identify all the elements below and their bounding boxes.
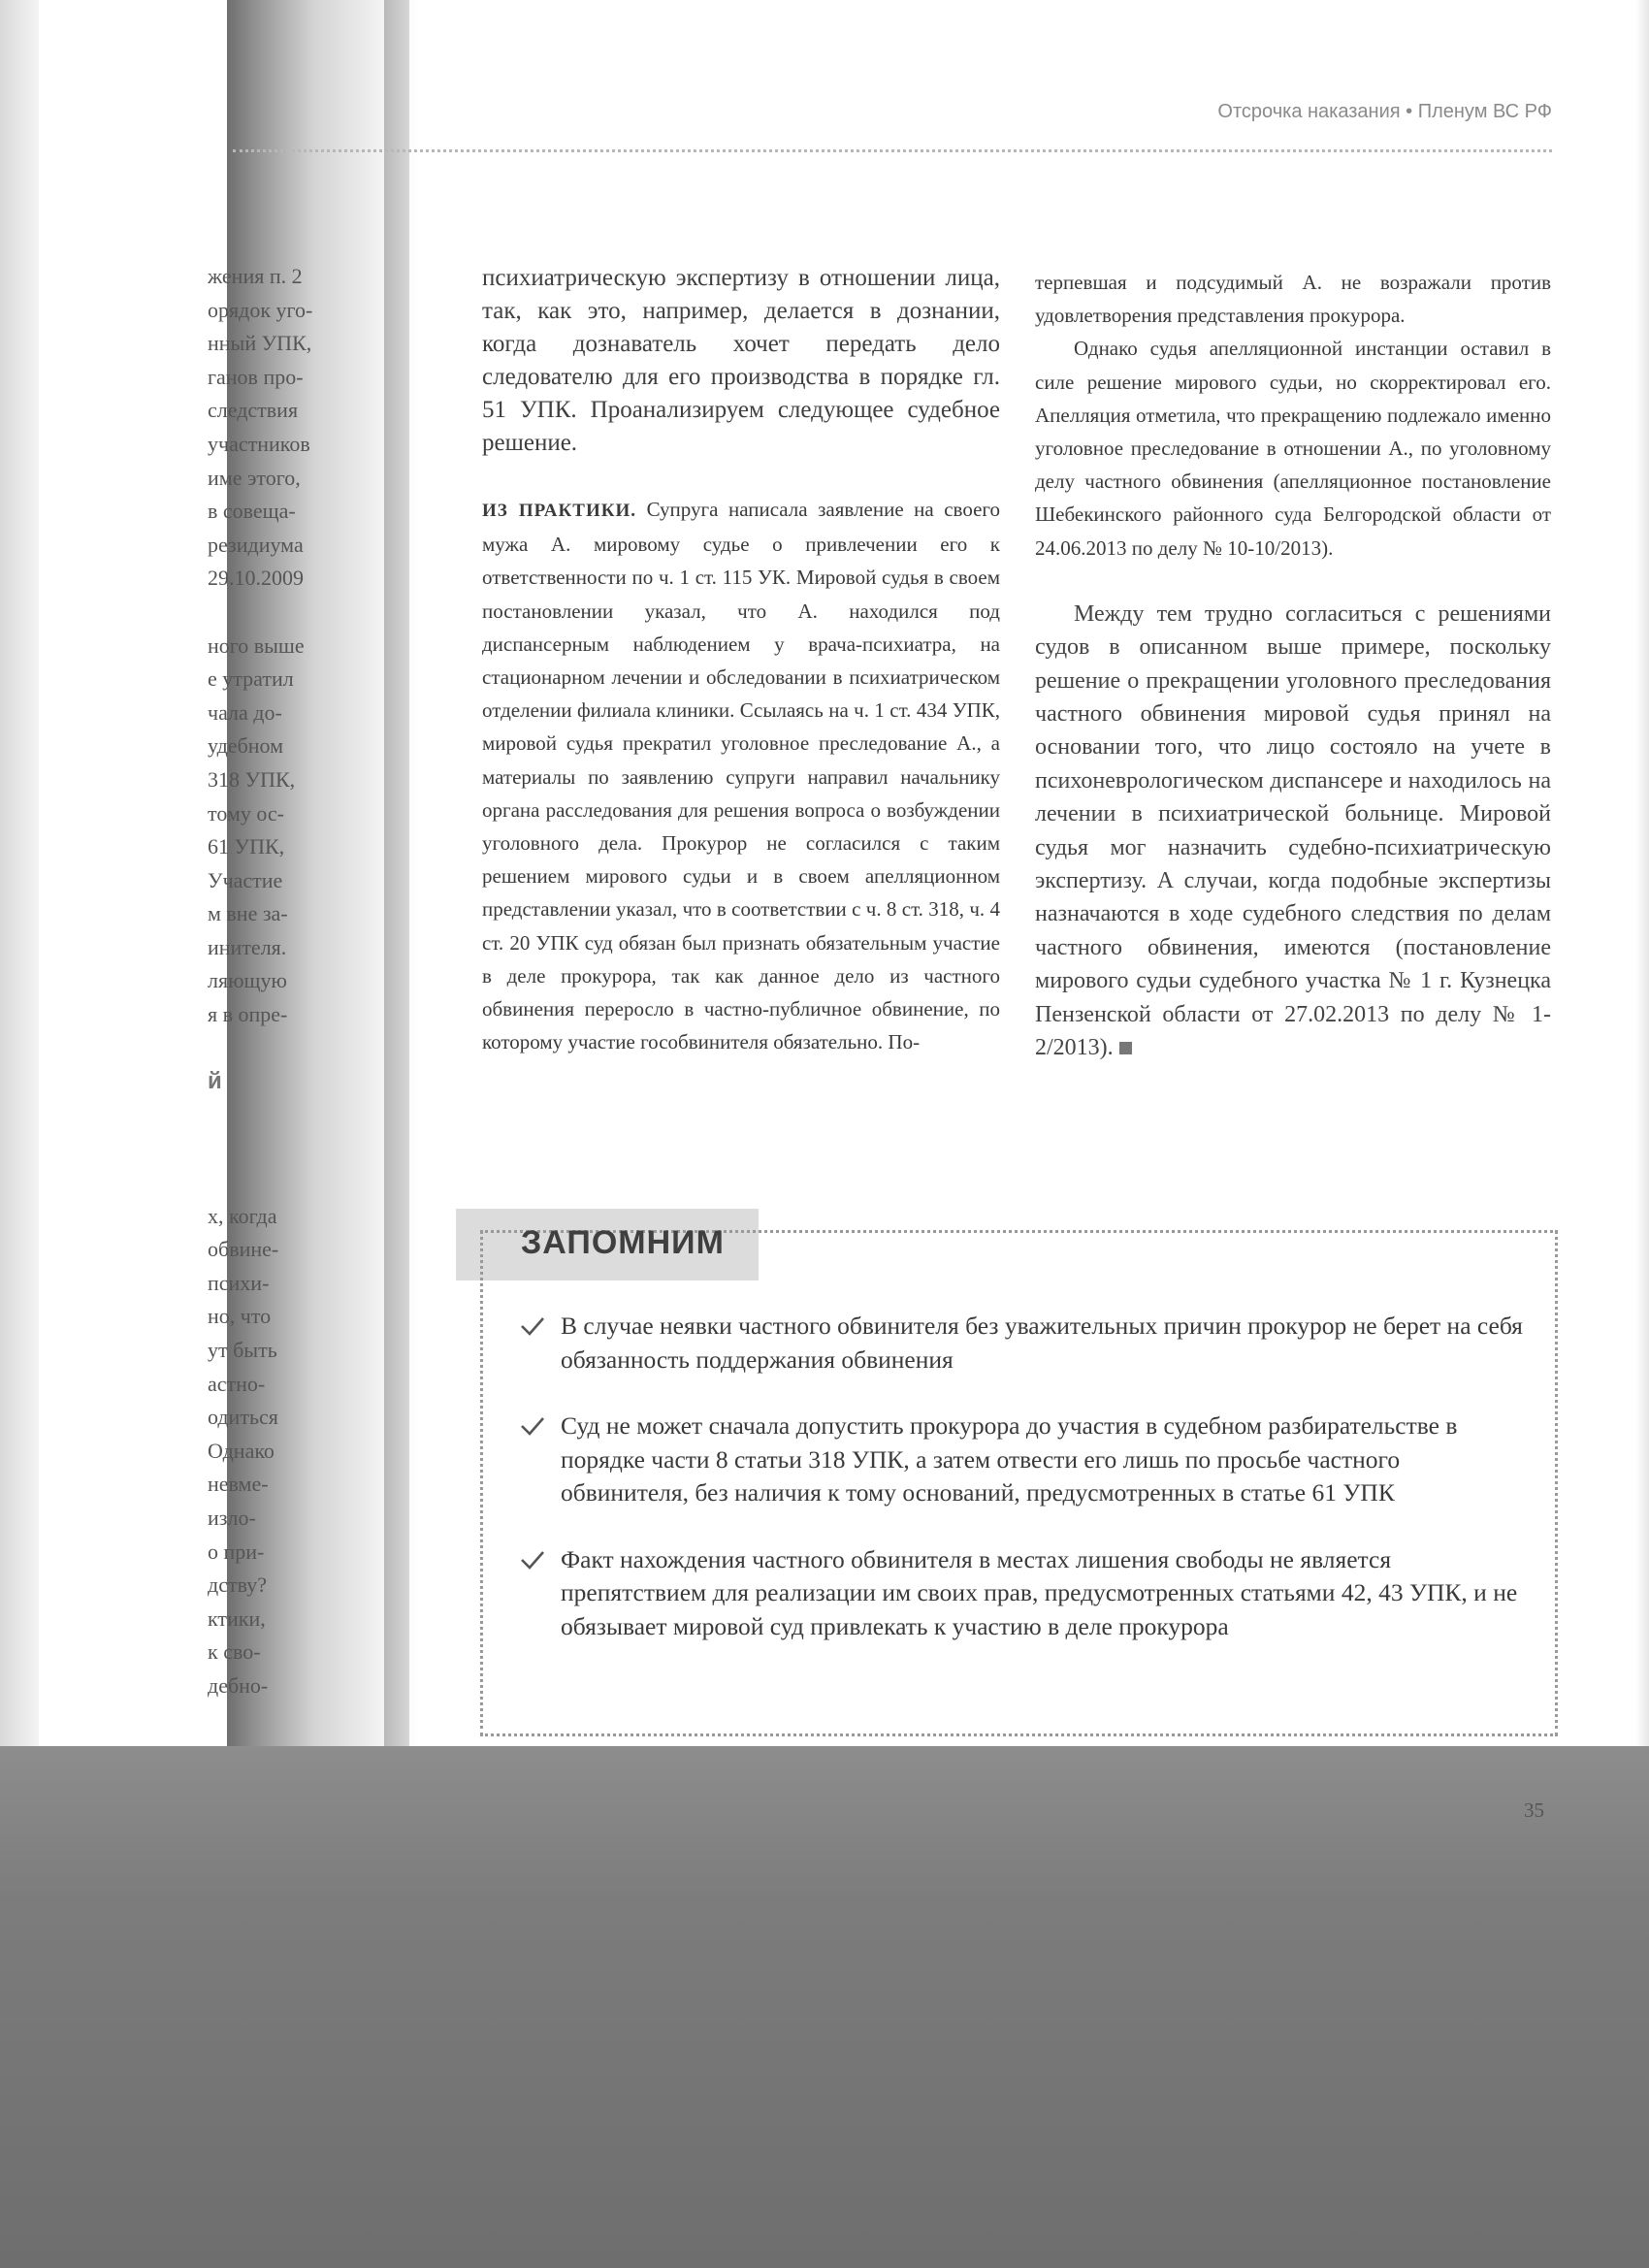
left-page-line: в совеща- — [208, 499, 296, 524]
left-page-line: участников — [208, 431, 310, 456]
text-column-left — [482, 262, 1000, 1058]
paragraph-conclusion — [1035, 598, 1551, 1065]
previous-page-fragment — [208, 260, 343, 1703]
left-page-line: я в опре- — [208, 1002, 288, 1027]
remember-item — [514, 1310, 1523, 1377]
header-rule — [233, 149, 1552, 152]
left-page-line: ного выше — [208, 632, 305, 658]
left-page-line: 318 УПК, — [208, 766, 296, 792]
paragraph-lead: психиатрическую экспертизу в отношении лица, так, как это, например, делается в дознании, когда дознаватель хочет передать дело следователю для его производства в порядке гл. 51 УПК. Проанализируем следующее судебное решение. — [482, 265, 1000, 456]
left-page-line: астно- — [208, 1371, 266, 1396]
remember-item — [514, 1409, 1523, 1510]
left-page-line: инителя. — [208, 934, 287, 959]
left-page-line: име этого, — [208, 465, 301, 490]
check-icon — [520, 1315, 545, 1337]
paragraph-continuation: терпевшая и подсудимый А. не возражали против удовлетворения представления прокурора. — [1035, 271, 1551, 328]
left-page-line: резидиума — [208, 532, 304, 557]
left-page-line: Однако — [208, 1438, 275, 1463]
left-page-line: изло- — [208, 1505, 256, 1530]
left-page-line: е утратил — [208, 666, 294, 692]
left-page-line: чала до- — [208, 699, 282, 725]
text-column-right — [1035, 266, 1551, 1065]
remember-item — [514, 1543, 1523, 1644]
left-page-line: Участие — [208, 867, 283, 892]
left-page-line: но, что — [208, 1304, 272, 1329]
left-page-line — [208, 596, 343, 630]
end-of-article-mark — [1119, 1042, 1132, 1054]
page-right-edge — [1635, 0, 1649, 1843]
left-page-line: 61 УПК, — [208, 834, 285, 859]
left-page-line: 29.10.2009 — [208, 566, 304, 591]
left-page-line — [208, 1099, 343, 1133]
left-page-line: о при- — [208, 1539, 265, 1564]
left-page-line: следствия — [208, 398, 299, 423]
left-page-line: удебном — [208, 733, 284, 759]
left-page-line: ганов про- — [208, 364, 304, 389]
remember-item-text: Суд не может сначала допустить прокурора до участия в судебном разбирательстве в порядке части 8 статьи 318 УПК, а затем отвести его лишь по просьбе частного обвинителя, без наличия к тому оснований, предусмотренных в статье 61 УПК — [561, 1411, 1458, 1507]
check-icon — [520, 1415, 545, 1437]
paragraph-appeal: Однако судья апелляционной инстанции оставил в силе решение мирового судьи, но скорректировал его. Апелляция отметила, что прекращению подлежало именно уголовное преследование в отношении А., по уголовному делу частного обвинения (апелляционное постановление Шебекинского районного суда Белгородской области от 24.06.2013 по делу № 10-10/2013). — [1035, 337, 1551, 560]
running-header: Отсрочка наказания • Пленум ВС РФ — [1217, 101, 1552, 122]
left-page-line: дебно- — [208, 1672, 269, 1698]
left-page-line: психи- — [208, 1270, 270, 1295]
left-page-line: к сво- — [208, 1639, 261, 1665]
left-page-line: орядок уго- — [208, 297, 313, 322]
left-page-line: жения п. 2 — [208, 264, 303, 288]
page-number: 35 — [1524, 1798, 1544, 1822]
left-page-line: обвине- — [208, 1237, 279, 1262]
left-page-line: ут быть — [208, 1338, 277, 1362]
left-page-line: одиться — [208, 1405, 278, 1430]
scan-bottom-shadow — [0, 1746, 1649, 2268]
left-page-line: дству? — [208, 1572, 267, 1598]
left-page-line: м вне за- — [208, 901, 288, 926]
left-page-line: ляющую — [208, 968, 287, 993]
left-page-line: ктики, — [208, 1605, 266, 1631]
check-icon — [520, 1549, 545, 1571]
practice-text: Супруга написала заявление на своего мужа А. мировому судье о привлечении его к ответственности по ч. 1 ст. 115 УК. Мировой судья в своем постановлении указал, что А. находился под диспансерным наблюдением у врача-психиатра, на стационарном лечении и обследовании в психиатрическом отделении филиала клиники. Ссылаясь на ч. 1 ст. 434 УПК, мировой судья прекратил уголовное преследование А., а материалы по заявлению супруги направил начальнику органа расследования для решения вопроса о возбуждении уголовного дела. Прокурор не согласился с таким решением мирового судьи и в своем апелляционном представлении указал, что в соответствии с ч. 8 ст. 318, ч. 4 ст. 20 УПК суд обязан был признать обязательным участие в деле прокурора, так как данное дело из частного обвинения переросло в частно-публичное обвинение, по которому участие гособвинителя обязательно. По- — [482, 498, 1000, 1054]
left-page-line — [208, 1132, 343, 1166]
left-page-line: й — [208, 1068, 222, 1095]
left-page-line — [208, 1166, 343, 1200]
left-page-line: х, когда — [208, 1203, 277, 1228]
remember-item-text: В случае неявки частного обвинителя без уважительных причин прокурор не берет на себя обязанность поддержания обвинения — [561, 1312, 1523, 1374]
practice-label: ИЗ ПРАКТИКИ. — [482, 501, 637, 521]
remember-list — [514, 1310, 1523, 1676]
left-page-line — [208, 1032, 343, 1066]
remember-item-text: Факт нахождения частного обвинителя в местах лишения свободы не является препятствием для реализации им своих прав, предусмотренных статьями 42, 43 УПК, и не обязывает мировой суд привлекать к участию в деле прокурора — [561, 1544, 1518, 1640]
practice-example — [482, 493, 1000, 1058]
page-fold-shadow — [384, 0, 409, 1843]
left-page-line: нный УПК, — [208, 331, 312, 356]
left-page-line: тому ос- — [208, 800, 284, 826]
conclusion-text: Между тем трудно согласиться с решениями судов в описанном выше примере, поскольку решение о прекращении уголовного преследования частного обвинения мировой судья принял на основании того, что лицо состояло на учете в психоневрологическом диспансере и находилось на лечении в психиатрической больнице. Мировой судья мог назначить судебно-психиатрическую экспертизу. А случаи, когда подобные экспертизы назначаются в ходе судебного следствия по делам частного обвинения, имеются (постановление мирового судьи судебного участка № 1 г. Кузнецка Пензенской области от 27.02.2013 по делу № 1-2/2013). — [1035, 600, 1551, 1061]
left-page-line: невме- — [208, 1472, 269, 1497]
remember-title: ЗАПОМНИМ — [521, 1224, 725, 1261]
